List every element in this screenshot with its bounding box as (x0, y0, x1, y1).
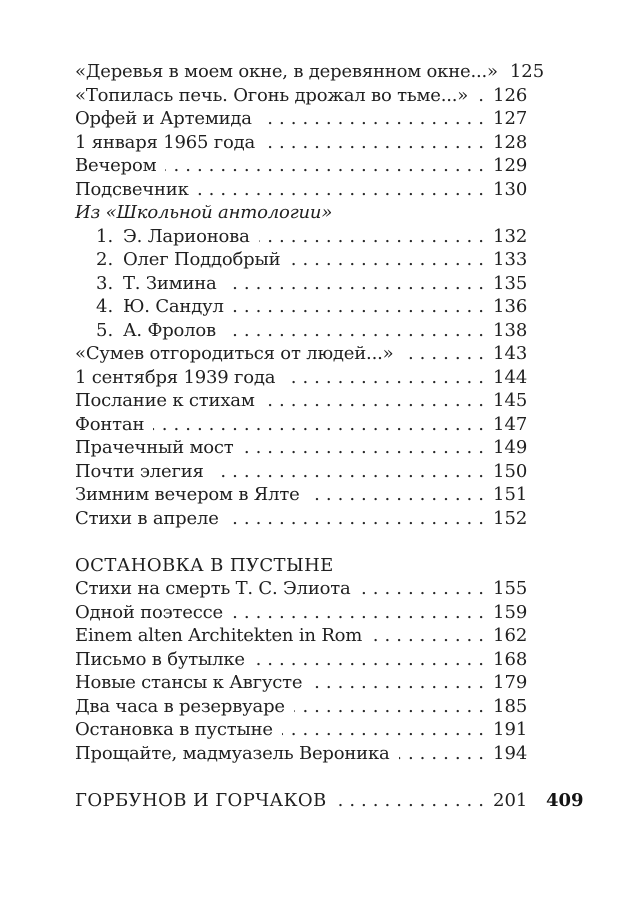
toc-entry-page: 125 (509, 61, 545, 82)
toc-entry-page: 136 (493, 296, 528, 317)
toc-entry-page: 130 (493, 178, 528, 200)
toc-entry-title: 1 сентября 1939 года (75, 366, 276, 388)
dot-leader-icon (198, 178, 490, 202)
dot-leader-icon (259, 225, 490, 249)
toc-entry-title: Э. Ларионова (123, 225, 250, 247)
toc-entry-title: 1 января 1965 года (75, 131, 256, 153)
toc-entry (75, 201, 527, 225)
toc-entry-page: 133 (493, 249, 528, 270)
toc-entry-title: ГОРБУНОВ И ГОРЧАКОВ (75, 789, 327, 811)
toc-entry-page: 185 (493, 695, 528, 717)
dot-leader-icon (371, 624, 490, 648)
toc-entry (75, 695, 527, 719)
toc-entry-page: 144 (493, 366, 528, 388)
toc-entry (75, 436, 527, 460)
dot-leader-icon (282, 718, 490, 742)
toc-entry-title: Остановка в пустыне (75, 719, 273, 740)
toc-entry (75, 671, 527, 695)
toc-entry-number: 1. (96, 225, 114, 247)
toc-entry (75, 507, 527, 531)
toc-entry-title: Стихи на смерть Т. С. Элиота (75, 578, 351, 599)
toc-entry-title: «Топилась печь. Огонь дрожал во тьме...» (75, 84, 469, 106)
toc-entry-number: 3. (96, 272, 114, 294)
toc-entry-page: 159 (493, 601, 528, 623)
toc-entry-title: Т. Зимина (123, 272, 217, 294)
toc-entry (75, 131, 527, 155)
dot-leader-icon (243, 436, 490, 460)
dot-leader-icon (477, 84, 490, 108)
book-page-number: 409 (546, 790, 584, 811)
toc-entry-title: Олег Поддобрый (123, 249, 281, 270)
toc-entry (75, 84, 527, 108)
toc-entry-title: Прощайте, мадмуазель Вероника (75, 742, 390, 764)
toc-entry (75, 624, 527, 648)
toc-entry-page: 151 (493, 484, 528, 505)
toc-entry-number: 5. (96, 319, 114, 341)
dot-leader-icon (309, 483, 490, 507)
toc-entry-title: «Деревья в моем окне, в деревянном окне...» (75, 61, 498, 82)
dot-leader-icon (165, 154, 490, 178)
dot-leader-icon (284, 366, 490, 390)
toc-entry-title: А. Фролов (123, 319, 216, 341)
toc-entry-title: Зимним вечером в Ялте (75, 484, 300, 505)
toc-entry (75, 601, 527, 625)
toc-entry-page: 191 (493, 719, 528, 740)
toc-entry-title: Почти элегия (75, 460, 204, 482)
toc-entry-page: 179 (493, 672, 528, 693)
dot-leader-icon (233, 295, 490, 319)
toc-entry-number: 4. (96, 296, 114, 317)
toc-entry-title: Из «Школьной антологии» (75, 202, 333, 223)
toc-entry-page: 152 (493, 507, 528, 529)
dot-leader-icon (228, 507, 490, 531)
toc-entry (75, 483, 527, 507)
toc-entry (75, 460, 527, 484)
table-of-contents (75, 60, 545, 812)
toc-entry-title: Стихи в апреле (75, 507, 219, 529)
toc-entry-page: 143 (493, 343, 528, 364)
toc-entry (75, 742, 527, 766)
dot-leader-icon (264, 131, 490, 155)
toc-entry-page: 127 (493, 108, 528, 129)
toc-entry-title: Ю. Сандул (123, 296, 224, 317)
toc-entry-page: 201 (493, 789, 528, 811)
toc-entry (75, 389, 527, 413)
toc-entry (75, 554, 527, 578)
dot-leader-icon (289, 248, 490, 272)
toc-entry (75, 248, 527, 272)
toc-entry-title: Прачечный мост (75, 437, 234, 458)
toc-entry (75, 272, 527, 296)
toc-entry-page: 135 (493, 272, 528, 294)
dot-leader-icon (264, 389, 490, 413)
toc-entry (75, 319, 527, 343)
toc-entry (75, 107, 527, 131)
toc-entry (75, 789, 527, 813)
toc-entry-title: Два часа в резервуаре (75, 695, 285, 717)
toc-entry (75, 577, 527, 601)
toc-entry-title: Подсвечник (75, 178, 189, 200)
toc-entry-title: Фонтан (75, 413, 145, 435)
toc-entry (75, 366, 527, 390)
toc-entry-title: ОСТАНОВКА В ПУСТЫНЕ (75, 554, 334, 576)
toc-entry-page: 126 (493, 84, 528, 106)
toc-entry-title: Одной поэтессе (75, 601, 223, 623)
toc-entry (75, 225, 527, 249)
dot-leader-icon (294, 695, 490, 719)
toc-entry (75, 413, 527, 437)
toc-entry (75, 342, 527, 366)
toc-entry-page: 168 (493, 648, 528, 670)
toc-entry-title: Орфей и Артемида (75, 108, 252, 129)
toc-entry-page: 129 (493, 155, 528, 176)
toc-entry-page: 150 (493, 460, 528, 482)
dot-leader-icon (213, 460, 490, 484)
toc-entry-page: 145 (493, 390, 528, 411)
toc-entry-page: 155 (493, 578, 528, 599)
toc-entry-title: Einem alten Architekten in Rom (75, 625, 363, 646)
dot-leader-icon (254, 648, 490, 672)
toc-entry (75, 648, 527, 672)
toc-entry (75, 295, 527, 319)
toc-entry-title: Послание к стихам (75, 390, 255, 411)
toc-entry-title: Новые стансы к Августе (75, 672, 303, 693)
toc-entry-page: 162 (493, 625, 528, 646)
toc-entry-page: 138 (493, 319, 528, 341)
toc-entry-page: 147 (493, 413, 528, 435)
dot-leader-icon (225, 319, 490, 343)
toc-entry (75, 154, 527, 178)
toc-entry-title: «Сумев отгородиться от людей...» (75, 343, 394, 364)
toc-entry-page: 194 (493, 742, 528, 764)
toc-entry-page: 128 (493, 131, 528, 153)
toc-entry-title: Письмо в бутылке (75, 648, 245, 670)
dot-leader-icon (360, 577, 490, 601)
dot-leader-icon (226, 272, 490, 296)
toc-entry-page: 132 (493, 225, 528, 247)
toc-entry-number: 2. (96, 249, 114, 270)
dot-leader-icon (311, 671, 490, 695)
toc-entry-page: 149 (493, 437, 528, 458)
dot-leader-icon (399, 742, 490, 766)
dot-leader-icon (261, 107, 490, 131)
toc-entry-title: Вечером (75, 155, 157, 176)
toc-entry (75, 718, 527, 742)
dot-leader-icon (153, 413, 490, 437)
dot-leader-icon (232, 601, 490, 625)
toc-entry (75, 178, 527, 202)
dot-leader-icon (402, 342, 490, 366)
dot-leader-icon (336, 789, 490, 813)
toc-entry (75, 60, 545, 84)
